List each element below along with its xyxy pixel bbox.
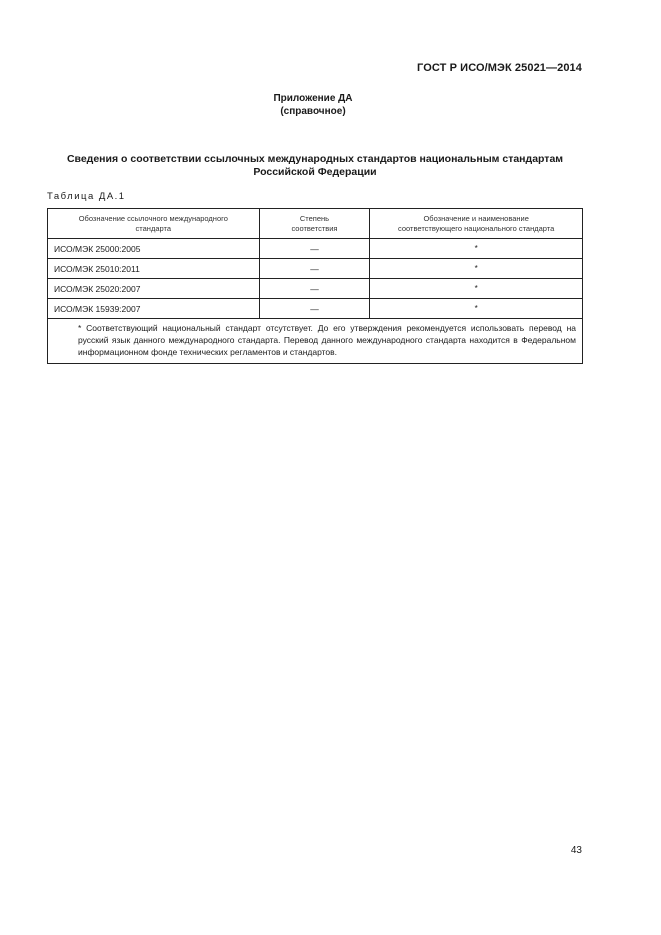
cell-degree: — — [259, 259, 370, 279]
column-header-degree — [259, 209, 370, 239]
correspondence-table — [47, 208, 583, 364]
cell-national: * — [370, 299, 583, 319]
cell-degree: — — [259, 239, 370, 259]
table-footnote: * Соответствующий национальный стандарт отсутствует. До его утверждения рекомендуется использовать перевод на русский язык данного международного стандарта. Перевод данного международного стандарта находится в Федеральном информационном фонде технических регламентов и стандартов. — [78, 323, 576, 357]
column-header-line: стандарта — [135, 223, 172, 233]
column-header-national — [370, 209, 583, 239]
table-row — [48, 259, 583, 279]
column-header-line: соответствующего национального стандарта — [398, 223, 555, 233]
page-number: 43 — [570, 845, 582, 856]
column-header-line: соответствия — [291, 223, 338, 233]
cell-standard: ИСО/МЭК 25020:2007 — [48, 279, 260, 299]
table-row — [48, 279, 583, 299]
cell-national: * — [370, 239, 583, 259]
cell-national: * — [370, 279, 583, 299]
table-row — [48, 239, 583, 259]
annex-type: (справочное) — [280, 106, 346, 117]
table-header-row — [48, 209, 583, 239]
column-header-standard — [48, 209, 260, 239]
cell-standard: ИСО/МЭК 25010:2011 — [48, 259, 260, 279]
cell-standard: ИСО/МЭК 15939:2007 — [48, 299, 260, 319]
cell-national: * — [370, 259, 583, 279]
column-header-line: Обозначение ссылочного международного — [78, 213, 228, 223]
table-footnote-cell — [48, 319, 583, 364]
column-header-line: Степень — [299, 213, 330, 223]
table-footnote-row — [48, 319, 583, 364]
section-title-line2: Российской Федерации — [253, 166, 377, 178]
section-title-line1: Сведения о соответствии ссылочных международных стандартов национальным стандартам — [66, 153, 564, 165]
cell-degree: — — [259, 279, 370, 299]
document-code: ГОСТ Р ИСО/МЭК 25021—2014 — [417, 62, 582, 74]
cell-degree: — — [259, 299, 370, 319]
cell-standard: ИСО/МЭК 25000:2005 — [48, 239, 260, 259]
annex-title: Приложение ДА — [273, 93, 353, 104]
table-row — [48, 299, 583, 319]
column-header-line: Обозначение и наименование — [423, 213, 529, 223]
section-title — [47, 153, 583, 179]
table-caption: Таблица ДА.1 — [47, 191, 126, 202]
annex-heading — [0, 92, 626, 118]
